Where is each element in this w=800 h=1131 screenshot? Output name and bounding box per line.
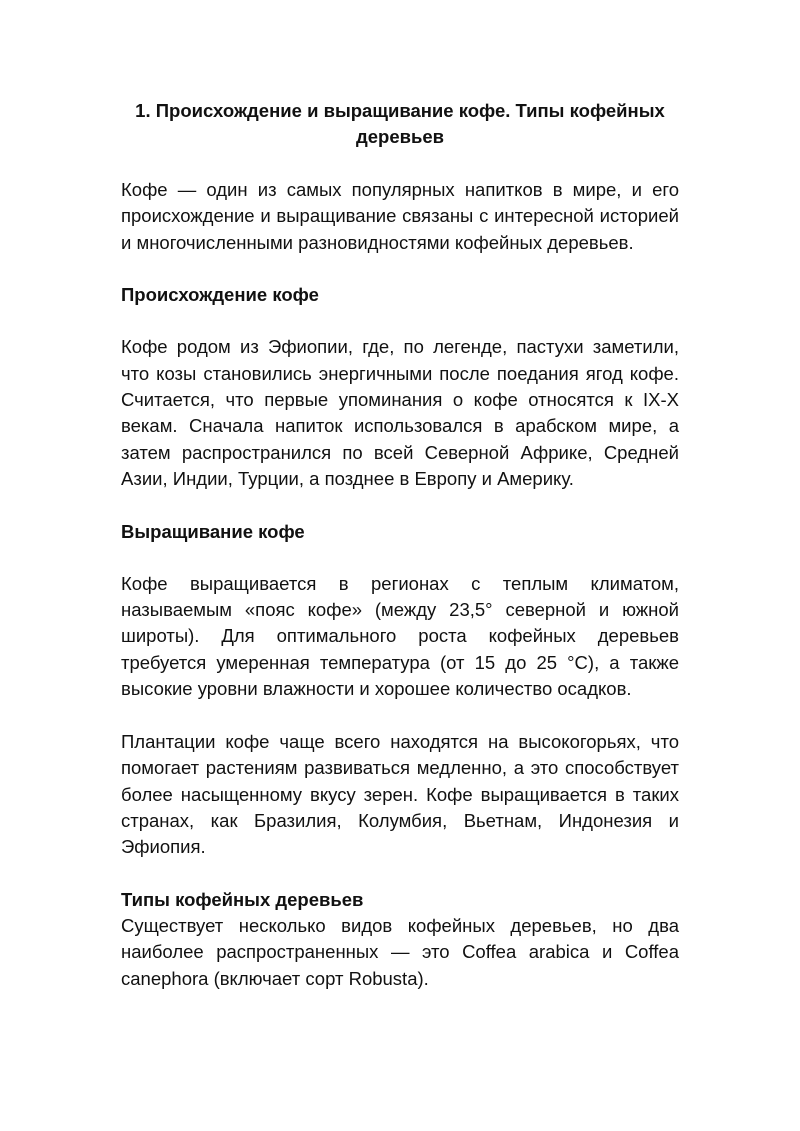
spacer — [121, 703, 679, 729]
spacer — [121, 861, 679, 887]
intro-paragraph: Кофе — один из самых популярных напитков в мире, и его происхождение и выращивание связаны с интересной историей и многочисленными разновидностями кофейных деревьев. — [121, 179, 679, 253]
spacer — [121, 308, 679, 334]
spacer — [121, 493, 679, 519]
section-heading-cultivation: Выращивание кофе — [121, 520, 305, 542]
section-heading-tree-types: Типы кофейных деревьев — [121, 888, 364, 910]
spacer — [121, 150, 679, 177]
origin-paragraph: Кофе родом из Эфиопии, где, по легенде, пастухи заметили, что козы становились энергичными после поедания ягод кофе. Считается, что первые упоминания о кофе относятся к IX-X векам. Сначала напиток использовался в арабском мире, а затем распространился по всей Северной Африке, Средней Азии, Индии, Турции, а позднее в Европу и Америку. — [121, 336, 679, 490]
tree-types-paragraph: Существует несколько видов кофейных деревьев, но два наиболее распространенных — это Coffea arabica и Coffea canephora (включает сорт Robusta). — [121, 914, 679, 989]
document-title: 1. Происхождение и выращивание кофе. Типы кофейных деревьев — [135, 100, 665, 147]
cultivation-paragraph-1: Кофе выращивается в регионах с теплым климатом, называемым «пояс кофе» (между 23,5° северной и южной широты). Для оптимального роста кофейных деревьев требуется умеренная температура (от 15 до 25 °C), а также высокие уровни влажности и хорошее количество осадков. — [121, 572, 679, 700]
spacer — [121, 256, 679, 282]
section-heading-origin: Происхождение кофе — [121, 284, 319, 306]
spacer — [121, 545, 679, 571]
cultivation-paragraph-2: Плантации кофе чаще всего находятся на высокогорьях, что помогает растениям развиваться медленно, а это способствует более насыщенному вкусу зерен. Кофе выращивается в таких странах, как Бразилия, Колумбия, Вьетнам, Индонезия и Эфиопия. — [121, 730, 679, 858]
